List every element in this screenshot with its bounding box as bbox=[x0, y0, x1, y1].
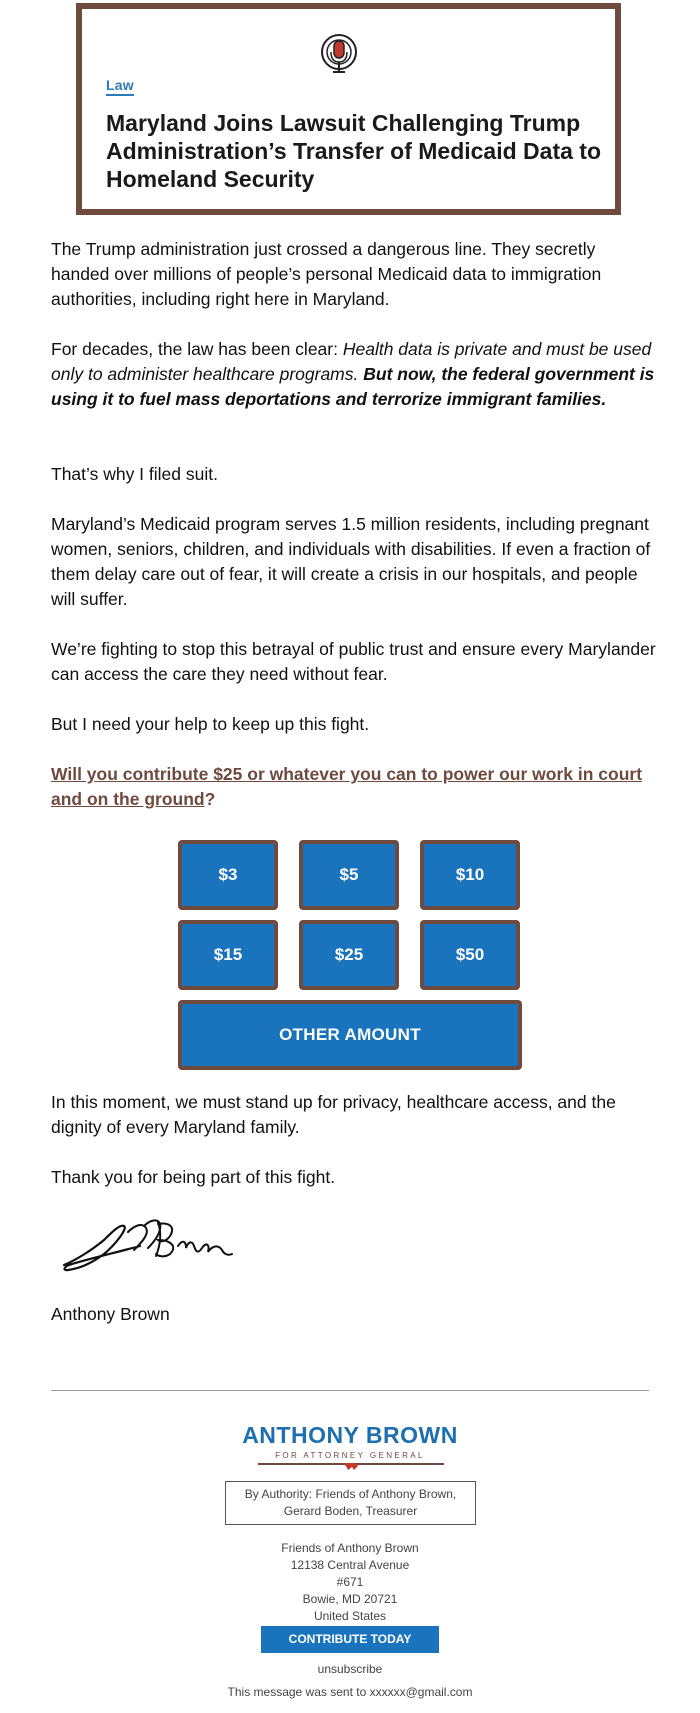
donate-other-amount-button[interactable]: OTHER AMOUNT bbox=[178, 1000, 522, 1070]
paid-for-by-box bbox=[225, 1481, 476, 1525]
address-country: United States bbox=[313, 1609, 387, 1623]
paragraph-law-bold: But now, the federal government is using it to fuel mass deportations and terrorize immigrant families. bbox=[51, 364, 655, 409]
paragraph-filed-suit: That’s why I filed suit. bbox=[51, 464, 218, 484]
donate-50-button[interactable]: $50 bbox=[420, 920, 520, 990]
authority-line-2: Gerard Boden, Treasurer bbox=[283, 1504, 418, 1518]
address-org: Friends of Anthony Brown bbox=[281, 1541, 419, 1555]
paragraph-law bbox=[51, 337, 656, 412]
address-street: 12138 Central Avenue bbox=[290, 1558, 410, 1572]
donate-3-button[interactable]: $3 bbox=[178, 840, 278, 910]
recipient-notice: This message was sent to xxxxxx@gmail.com bbox=[227, 1685, 473, 1699]
paragraph-law-lead: For decades, the law has been clear: bbox=[51, 339, 343, 359]
donate-15-button[interactable]: $15 bbox=[178, 920, 278, 990]
paragraph-intro: The Trump administration just crossed a dangerous line. They secretly handed over millions of people’s personal Medicaid data to immigration authorities, including right here in Maryland. bbox=[51, 239, 602, 309]
campaign-logo-name[interactable]: ANTHONY BROWN bbox=[242, 1422, 458, 1448]
article-card[interactable] bbox=[76, 3, 621, 215]
paragraph-thanks: Thank you for being part of this fight. bbox=[51, 1167, 336, 1187]
authority-line-1: By Authority: Friends of Anthony Brown, bbox=[244, 1487, 457, 1501]
podcast-microphone-icon bbox=[319, 32, 359, 76]
category-tag[interactable]: Law bbox=[106, 77, 134, 96]
paragraph-moment: In this moment, we must stand up for privacy, healthcare access, and the dignity of every Maryland family. bbox=[51, 1092, 616, 1137]
donation-ask-link[interactable]: Will you contribute $25 or whatever you can to power our work in court and on the ground bbox=[51, 764, 643, 809]
footer-divider bbox=[51, 1390, 649, 1391]
donation-ask-end: ? bbox=[204, 789, 216, 809]
maryland-map-icon bbox=[258, 1462, 444, 1471]
donate-10-button[interactable]: $10 bbox=[420, 840, 520, 910]
unsubscribe-link[interactable]: unsubscribe bbox=[317, 1662, 383, 1676]
paragraph-fighting: We’re fighting to stop this betrayal of public trust and ensure every Marylander can access the care they need without fear. bbox=[51, 639, 656, 684]
handwritten-signature bbox=[58, 1210, 238, 1276]
signer-name: Anthony Brown bbox=[51, 1304, 170, 1324]
donation-ask bbox=[51, 762, 656, 812]
address-unit: #671 bbox=[336, 1575, 364, 1589]
donate-5-button[interactable]: $5 bbox=[299, 840, 399, 910]
paragraph-medicaid: Maryland’s Medicaid program serves 1.5 million residents, including pregnant women, seniors, children, and individuals with disabilities. If even a fraction of them delay care out of fear, it will create a crisis in our hospitals, and people will suffer. bbox=[51, 514, 651, 609]
paragraph-need-help: But I need your help to keep up this fight. bbox=[51, 714, 370, 734]
donate-25-button[interactable]: $25 bbox=[299, 920, 399, 990]
campaign-logo-subtitle: FOR ATTORNEY GENERAL bbox=[275, 1451, 425, 1460]
paragraph-law-italic: Health data is private and must be used only to administer healthcare programs. bbox=[51, 339, 652, 384]
contribute-today-button[interactable]: CONTRIBUTE TODAY bbox=[261, 1626, 439, 1653]
address-city: Bowie, MD 20721 bbox=[302, 1592, 398, 1606]
article-headline[interactable]: Maryland Joins Lawsuit Challenging Trump Administration’s Transfer of Medicaid Data to Homeland Security bbox=[106, 110, 602, 192]
